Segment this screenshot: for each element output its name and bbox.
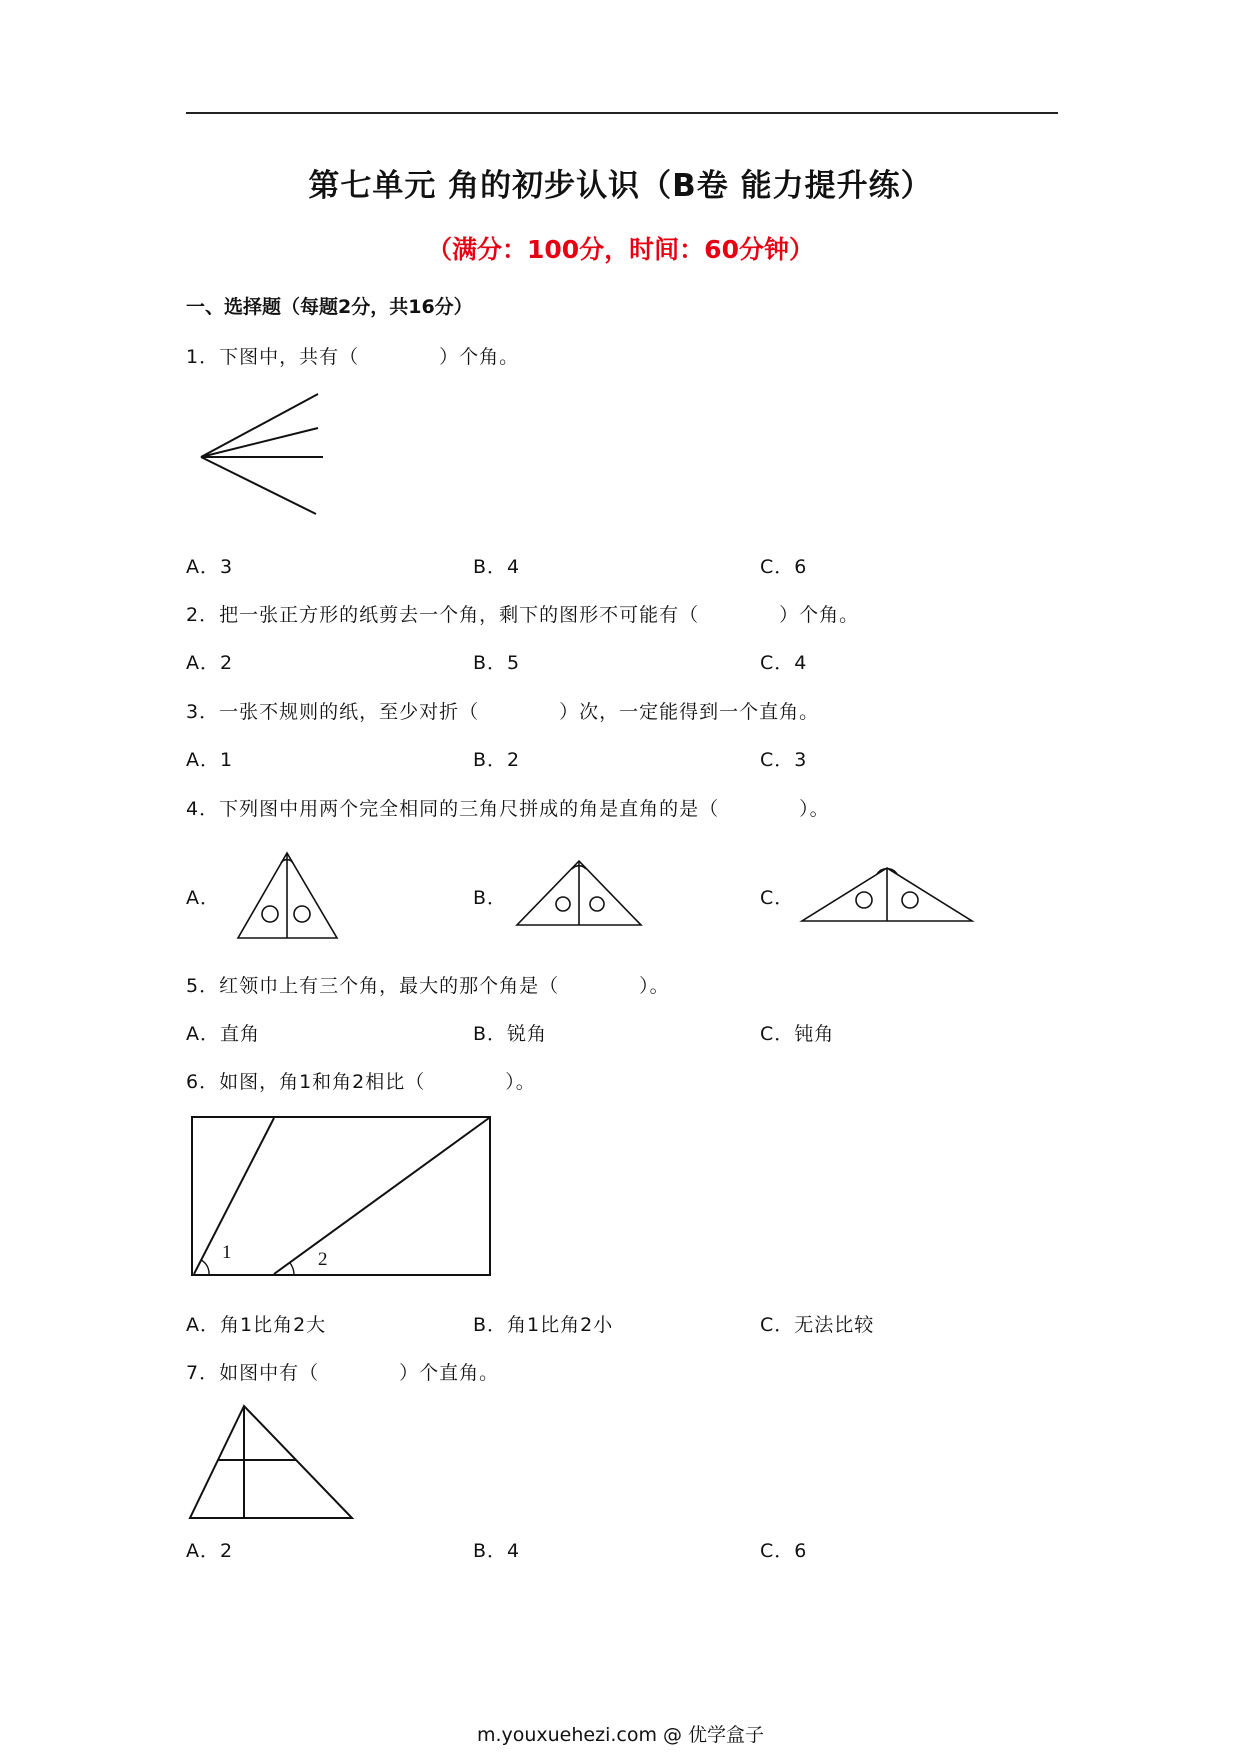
question-1-figure (195, 390, 335, 520)
question-4-figure-b[interactable] (515, 858, 645, 928)
angle-2-label: 2 (318, 1249, 328, 1270)
question-4-option-a[interactable]: A． (186, 887, 220, 909)
question-7-option-a[interactable]: A．2 (186, 1540, 234, 1562)
question-1-option-c[interactable]: C．6 (760, 556, 808, 578)
question-6-figure (190, 1115, 492, 1280)
question-7-stem: 7．如图中有（ ）个直角。 (186, 1362, 500, 1384)
question-5-stem: 5．红领巾上有三个角，最大的那个角是（ ）。 (186, 975, 670, 997)
question-4-figure-a[interactable] (235, 850, 345, 940)
question-5-option-a[interactable]: A．直角 (186, 1023, 260, 1045)
question-2-option-a[interactable]: A．2 (186, 652, 234, 674)
question-2-stem: 2．把一张正方形的纸剪去一个角，剩下的图形不可能有（ ）个角。 (186, 604, 860, 626)
footer-watermark: m.youxuehezi.com @ 优学盒子 (476, 1724, 765, 1746)
header-rule (186, 112, 1058, 114)
question-4-option-c[interactable]: C． (760, 887, 795, 909)
question-7-option-b[interactable]: B．4 (473, 1540, 521, 1562)
page-title: 第七单元 角的初步认识（B卷 能力提升练） (308, 168, 933, 204)
score-time-note: （满分：100分，时间：60分钟） (427, 235, 814, 264)
question-3-option-c[interactable]: C．3 (760, 749, 808, 771)
question-5-option-b[interactable]: B．锐角 (473, 1023, 548, 1045)
question-7-figure (188, 1403, 358, 1523)
question-4-figure-c[interactable] (800, 865, 975, 925)
question-6-stem: 6．如图，角1和角2相比（ ）。 (186, 1071, 536, 1093)
question-1-option-a[interactable]: A．3 (186, 556, 234, 578)
angle-1-label: 1 (222, 1242, 232, 1263)
question-3-stem: 3．一张不规则的纸，至少对折（ ）次，一定能得到一个直角。 (186, 701, 820, 723)
question-6-option-b[interactable]: B．角1比角2小 (473, 1314, 614, 1336)
question-4-option-b[interactable]: B． (473, 887, 508, 909)
question-3-option-b[interactable]: B．2 (473, 749, 521, 771)
question-4-stem: 4．下列图中用两个完全相同的三角尺拼成的角是直角的是（ ）。 (186, 798, 830, 820)
question-5-option-c[interactable]: C．钝角 (760, 1023, 835, 1045)
question-7-option-c[interactable]: C．6 (760, 1540, 808, 1562)
question-1-stem: 1．下图中，共有（ ）个角。 (186, 346, 520, 368)
question-3-option-a[interactable]: A．1 (186, 749, 234, 771)
question-2-option-c[interactable]: C．4 (760, 652, 808, 674)
section-heading: 一、选择题（每题2分，共16分） (186, 296, 473, 318)
question-6-option-c[interactable]: C．无法比较 (760, 1314, 875, 1336)
question-6-option-a[interactable]: A．角1比角2大 (186, 1314, 327, 1336)
question-2-option-b[interactable]: B．5 (473, 652, 521, 674)
question-1-option-b[interactable]: B．4 (473, 556, 521, 578)
